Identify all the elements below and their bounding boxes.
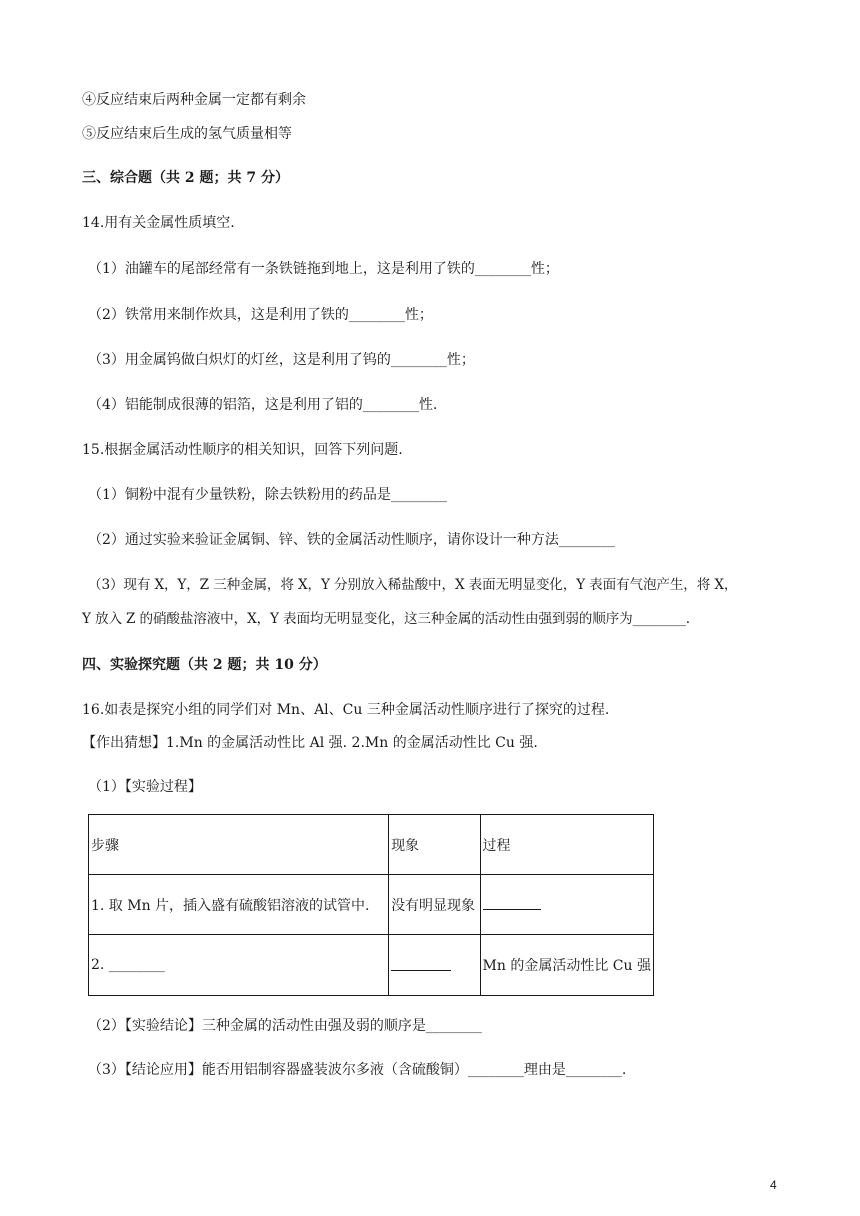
row-1-phenomenon: 没有明显现象 bbox=[389, 875, 480, 935]
row-2-process: Mn 的金属活动性比 Cu 强 bbox=[480, 935, 653, 996]
question-15: 15.根据金属活动性顺序的相关知识，回答下列问题. bbox=[82, 442, 403, 458]
question-16-part-2: （2）【实验结论】三种金属的活动性由强及弱的顺序是________ bbox=[88, 1018, 482, 1034]
section-3-heading: 三、综合题（共 2 题；共 7 分） bbox=[82, 170, 289, 186]
row-1-step: 1. 取 Mn 片，插入盛有硫酸铝溶液的试管中. bbox=[89, 875, 389, 935]
table-row bbox=[89, 935, 654, 996]
question-15-part-3-line-2: Y 放入 Z 的硝酸盐溶液中，X，Y 表面均无明显变化，这三种金属的活动性由强到弱的顺序为________. bbox=[82, 611, 690, 627]
question-15-part-3-line-1: （3）现有 X，Y，Z 三种金属，将 X，Y 分别放入稀盐酸中，X 表面无明显变化，Y 表面有气泡产生，将 X， bbox=[88, 577, 738, 593]
question-16: 16.如表是探究小组的同学们对 Mn、Al、Cu 三种金属活动性顺序进行了探究的过程. bbox=[82, 702, 610, 718]
page-number: 4 bbox=[770, 1178, 777, 1192]
section-4-heading: 四、实验探究题（共 2 题；共 10 分） bbox=[82, 657, 327, 673]
row-2-phenomenon-blank bbox=[389, 935, 480, 996]
table-row bbox=[89, 875, 654, 935]
experiment-table bbox=[88, 814, 654, 996]
question-16-hypothesis: 【作出猜想】1.Mn 的金属活动性比 Al 强. 2.Mn 的金属活动性比 Cu 强. bbox=[82, 735, 538, 751]
answer-blank bbox=[483, 895, 541, 910]
question-14-part-4: （4）铝能制成很薄的铝箔，这是利用了铝的________性. bbox=[88, 397, 438, 413]
answer-blank bbox=[391, 956, 451, 971]
question-14-part-2: （2）铁常用来制作炊具，这是利用了铁的________性； bbox=[88, 307, 433, 323]
header-step: 步骤 bbox=[89, 815, 389, 875]
item-5-text: ⑤反应结束后生成的氢气质量相等 bbox=[82, 126, 292, 142]
question-14-part-1: （1）油罐车的尾部经常有一条铁链拖到地上，这是利用了铁的________性； bbox=[88, 261, 559, 277]
header-phenomenon: 现象 bbox=[389, 815, 480, 875]
question-15-part-2: （2）通过实验来验证金属铜、锌、铁的金属活动性顺序，请你设计一种方法________ bbox=[88, 532, 615, 548]
header-process: 过程 bbox=[480, 815, 653, 875]
question-15-part-1: （1）铜粉中混有少量铁粉，除去铁粉用的药品是________ bbox=[88, 487, 447, 503]
row-1-process-blank bbox=[480, 875, 653, 935]
item-4-text: ④反应结束后两种金属一定都有剩余 bbox=[82, 92, 306, 108]
question-14-part-3: （3）用金属钨做白炽灯的灯丝，这是利用了钨的________性； bbox=[88, 352, 475, 368]
question-16-part-3: （3）【结论应用】能否用铝制容器盛装波尔多液（含硫酸铜）________理由是________. bbox=[88, 1062, 627, 1078]
question-14: 14.用有关金属性质填空. bbox=[82, 215, 235, 231]
row-2-step: 2. ________ bbox=[89, 935, 389, 996]
question-16-part-1: （1）【实验过程】 bbox=[88, 779, 202, 795]
table-header-row bbox=[89, 815, 654, 875]
